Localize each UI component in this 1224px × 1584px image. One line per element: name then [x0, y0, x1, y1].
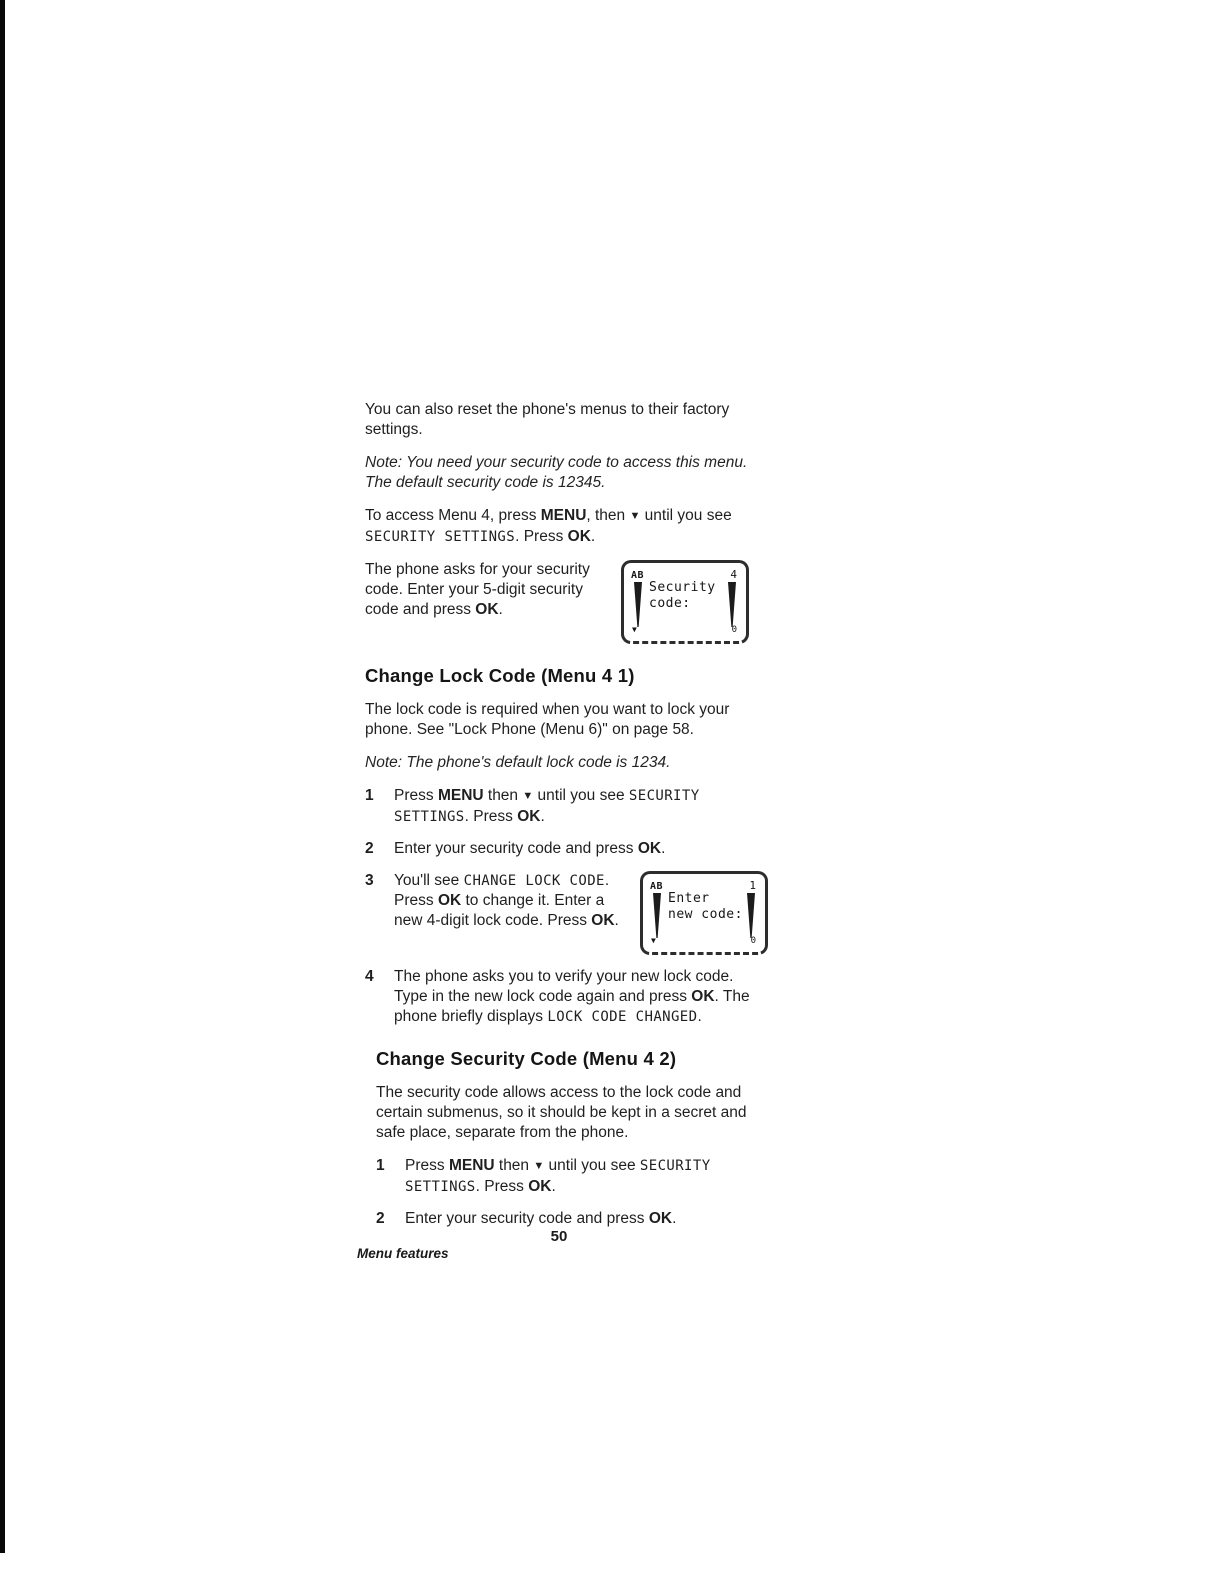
text-segment: . Press: [515, 528, 568, 545]
lcd-screen-security-code: [621, 560, 749, 644]
text-segment: to change it. Enter a new 4-digit lock code. Press: [394, 892, 605, 929]
text-segment: , then: [586, 507, 630, 524]
scan-artifact-bar: [0, 0, 5, 1553]
text-segment: . Press: [475, 1178, 529, 1195]
security-code-section: [376, 1047, 753, 1229]
text-segment: Enter your security code and press: [394, 840, 638, 857]
battery-level-indicator: 0: [731, 625, 737, 635]
text-segment: ▼: [533, 1160, 545, 1172]
step-number: 4: [365, 968, 374, 985]
text-segment: .: [661, 840, 666, 857]
text-segment: MENU: [437, 787, 484, 804]
text-segment: then: [494, 1157, 534, 1174]
text-segment: SECURITY SETTINGS: [365, 529, 516, 545]
step-text: [394, 839, 753, 859]
step-number: 1: [376, 1157, 385, 1174]
step-text: [405, 1156, 753, 1197]
scroll-down-icon: ▼: [632, 625, 637, 634]
text-segment: ▼: [629, 510, 641, 522]
step-number: 3: [365, 872, 374, 889]
text-segment: OK: [567, 528, 591, 545]
text-segment: OK: [475, 601, 499, 618]
text-segment: Enter your security code and press: [405, 1210, 649, 1227]
text-segment: until you see: [533, 787, 629, 804]
security-code-steps: [376, 1156, 753, 1229]
text-segment: then: [483, 787, 523, 804]
step-number: 1: [365, 787, 374, 804]
step-number: 2: [365, 840, 374, 857]
text-segment: SECURITY SETTINGS: [394, 788, 700, 825]
battery-level-indicator: 0: [750, 936, 756, 946]
page-number: 50: [550, 1228, 568, 1245]
text-segment: OK: [637, 840, 662, 857]
list-item: [365, 871, 756, 955]
text-segment: Press: [405, 1157, 449, 1174]
text-segment: .: [590, 528, 596, 545]
text-segment: .: [697, 1008, 702, 1025]
text-segment: To access Menu 4, press: [365, 507, 541, 524]
text-segment: .: [614, 912, 619, 929]
text-segment: CHANGE LOCK CODE: [463, 873, 605, 889]
list-item: [365, 786, 753, 827]
security-code-intro-paragraph: The security code allows access to the lock code and certain submenus, so it should be kept in a secret and safe place, separate from the phone.: [376, 1084, 747, 1141]
ask-code-paragraph: [365, 560, 607, 620]
lcd-text-line2: code:: [649, 596, 691, 611]
text-segment: OK: [517, 808, 541, 825]
reset-paragraph: You can also reset the phone's menus to their factory settings.: [365, 401, 730, 438]
lock-code-intro-paragraph: The lock code is required when you want to lock your phone. See "Lock Phone (Menu 6)" on page 58.: [365, 701, 730, 738]
step-text: [405, 1209, 753, 1229]
text-segment: OK: [437, 892, 462, 909]
text-segment: .: [540, 808, 545, 825]
security-code-row: [365, 560, 753, 644]
text-segment: .: [672, 1210, 677, 1227]
text-mode-indicator: AB: [631, 570, 645, 581]
lock-code-steps: [365, 786, 756, 1027]
list-item: [376, 1156, 753, 1197]
lcd-text: [649, 580, 716, 612]
menu-number-indicator: 1: [749, 879, 756, 892]
step-with-screen: [394, 871, 768, 955]
text-segment: . Press: [394, 872, 610, 909]
text-segment: . Press: [464, 808, 518, 825]
text-segment: . The phone briefly displays: [394, 988, 750, 1025]
text-segment: ▼: [522, 790, 534, 802]
security-code-note: Note: You need your security code to access this menu. The default security code is 12345.: [365, 454, 748, 491]
step-text: [394, 871, 768, 955]
text-segment: OK: [648, 1210, 673, 1227]
scroll-down-icon: ▼: [651, 936, 656, 945]
lcd-text-line1: Security: [649, 580, 716, 595]
text-segment: until you see: [544, 1157, 640, 1174]
lcd-text: [668, 891, 743, 923]
text-segment: OK: [691, 988, 715, 1005]
list-item: [376, 1209, 753, 1229]
step-number: 2: [376, 1210, 385, 1227]
lcd-screen-enter-new-code: [640, 871, 768, 955]
text-segment: until you see: [640, 507, 732, 524]
manual-page-content: [365, 400, 756, 1241]
text-segment: MENU: [448, 1157, 495, 1174]
text-mode-indicator: AB: [650, 881, 664, 892]
text-segment: MENU: [540, 507, 587, 524]
heading-change-lock-code: Change Lock Code (Menu 4 1): [365, 665, 635, 686]
list-item: [365, 839, 753, 859]
lock-code-note: Note: The phone's default lock code is 1234.: [365, 754, 671, 771]
text-segment: SECURITY SETTINGS: [405, 1158, 711, 1195]
text-segment: LOCK CODE CHANGED: [547, 1009, 698, 1025]
text-segment: Press: [394, 787, 438, 804]
lcd-text-line2: new code:: [668, 907, 743, 922]
text-segment: OK: [528, 1178, 552, 1195]
step-text: [394, 967, 753, 1027]
step-text-narrow: [394, 871, 630, 931]
text-segment: .: [498, 601, 503, 618]
list-item: [365, 967, 753, 1027]
text-segment: The phone asks for your security code. Enter your 5-digit security code and press: [365, 561, 590, 618]
heading-change-security-code: Change Security Code (Menu 4 2): [376, 1048, 677, 1069]
text-segment: OK: [591, 912, 615, 929]
lcd-text-line1: Enter: [668, 891, 710, 906]
footer-chapter-label: Menu features: [357, 1246, 449, 1261]
text-segment: The phone asks you to verify your new lock code. Type in the new lock code again and press: [394, 968, 734, 1005]
step-text: [394, 786, 753, 827]
text-segment: .: [551, 1178, 556, 1195]
menu-number-indicator: 4: [730, 568, 737, 581]
access-menu4-paragraph: [365, 506, 753, 547]
text-segment: You'll see: [394, 872, 464, 889]
